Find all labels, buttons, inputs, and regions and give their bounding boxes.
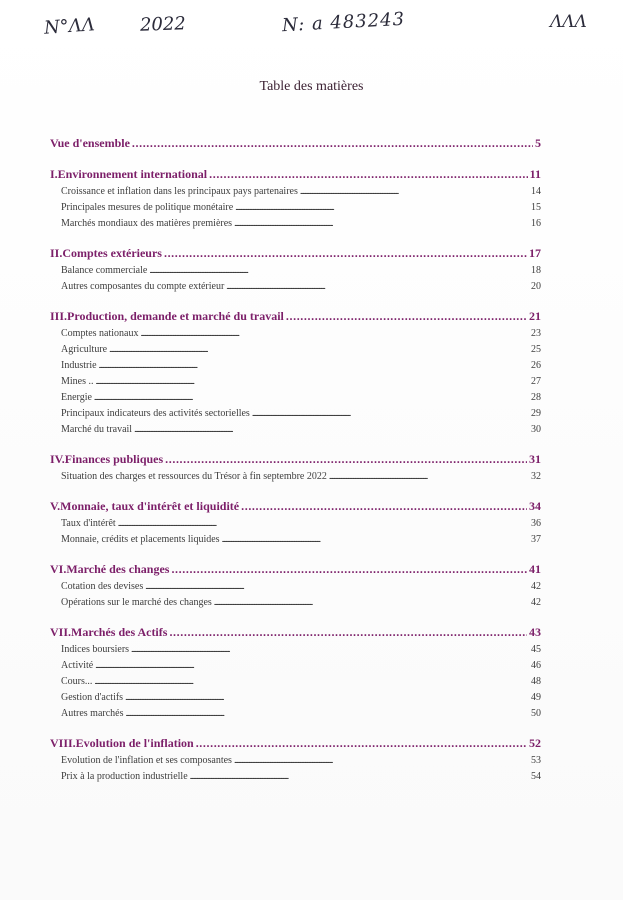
toc-subentry[interactable] [50,325,541,341]
toc-heading-label: V.Monnaie, taux d'intérêt et liquidité [50,499,240,513]
toc-heading-entry[interactable] [50,734,541,752]
toc-heading-label: IV.Finances publiques [50,452,164,466]
toc-subentry[interactable] [50,531,541,547]
dot-leader [222,531,529,548]
dot-leader [235,199,529,216]
toc-subentry-page-number: 46 [531,660,541,671]
toc-heading-entry[interactable] [50,307,541,325]
toc-heading-page-number: 43 [529,625,541,639]
toc-subentry[interactable] [50,389,541,405]
toc-subentry-label: Principales mesures de politique monétaire [61,202,234,213]
toc-subentry[interactable] [50,768,541,784]
toc-subentry-label: Monnaie, crédits et placements liquides [61,534,220,545]
toc-section [50,307,541,437]
toc-heading-page-number: 11 [529,167,541,181]
toc-subentry[interactable] [50,468,541,484]
page-title: Table des matières [259,79,364,94]
toc-section [50,734,541,784]
dot-leader [226,278,529,295]
toc-subentry-label: Gestion d'actifs [61,692,124,703]
dot-leader [131,641,529,658]
toc-subentry-page-number: 42 [531,597,541,608]
toc-subentry-page-number: 14 [531,186,541,197]
toc-subentry-label: Mines .. [61,376,94,387]
dot-leader [95,657,529,674]
toc-heading-label: III.Production, demande et marché du travail [50,309,284,323]
toc-subentry-label: Activité [61,660,94,671]
dot-leader [286,307,527,325]
toc-subentry-label: Taux d'intérêt [61,518,116,529]
dot-leader [329,468,529,485]
toc-heading-label: Vue d'ensemble [50,136,130,150]
toc-subentry[interactable] [50,405,541,421]
toc-subentry-page-number: 27 [531,376,541,387]
toc-section [50,623,541,721]
toc-heading-label: VIII.Evolution de l'inflation [50,736,194,750]
toc-subentry-label: Opérations sur le marché des changes [61,597,212,608]
toc-subentry-label: Autres marchés [61,708,124,719]
toc-subentry-label: Situation des charges et ressources du Trésor à fin septembre 2022 [61,471,327,482]
dot-leader [234,752,529,769]
dot-leader [165,450,527,468]
dot-leader [145,578,529,595]
toc-subentry-label: Autres composantes du compte extérieur [61,281,225,292]
dot-leader [96,373,530,390]
dot-leader [241,497,527,515]
dot-leader [234,215,529,232]
toc-section [50,497,541,547]
toc-subentry-page-number: 48 [531,676,541,687]
toc-subentry-page-number: 16 [531,218,541,229]
toc-heading-entry[interactable] [50,623,541,641]
handwritten-year: 2022 [139,13,187,36]
toc-subentry-page-number: 30 [531,424,541,435]
toc-subentry-page-number: 26 [531,360,541,371]
handwritten-mark: ΛΛΛ [550,12,587,32]
toc-heading-page-number: 31 [529,452,541,466]
toc-subentry[interactable] [50,373,541,389]
toc-subentry[interactable] [50,262,541,278]
dot-leader [125,705,529,722]
toc-subentry-label: Balance commerciale [61,265,148,276]
dot-leader [300,183,529,200]
toc-subentry-label: Marchés mondiaux des matières premières [61,218,233,229]
toc-heading-label: VI.Marché des changes [50,562,170,576]
toc-subentry-page-number: 37 [531,534,541,545]
dot-leader [196,734,527,752]
toc-subentry-page-number: 45 [531,644,541,655]
toc-section [50,244,541,294]
toc-subentry-label: Marché du travail [61,424,133,435]
dot-leader [118,515,529,532]
toc-subentry-page-number: 42 [531,581,541,592]
toc-subentry-page-number: 29 [531,408,541,419]
toc-section [50,560,541,610]
toc-subentry-page-number: 36 [531,518,541,529]
toc-subentry-page-number: 32 [531,471,541,482]
toc-subentry[interactable] [50,594,541,610]
toc-subentry-page-number: 28 [531,392,541,403]
toc-subentry-page-number: 20 [531,281,541,292]
toc-subentry[interactable] [50,421,541,437]
toc-subentry-label: Agriculture [61,344,108,355]
toc-heading-label: I.Environnement international [50,167,208,181]
handwritten-note: N°ΛΛ [43,14,96,39]
toc-subentry-page-number: 54 [531,771,541,782]
dot-leader [171,560,527,578]
dot-leader [94,389,529,406]
toc-subentry-page-number: 53 [531,755,541,766]
toc-heading-page-number: 17 [529,246,541,260]
toc-subentry[interactable] [50,752,541,768]
toc-section [50,134,541,152]
toc-heading-entry[interactable] [50,497,541,515]
toc-subentry[interactable] [50,515,541,531]
toc-subentry[interactable] [50,199,541,215]
toc-heading-entry[interactable] [50,165,541,183]
toc-heading-page-number: 21 [529,309,541,323]
toc-heading-page-number: 52 [529,736,541,750]
toc-subentry-page-number: 15 [531,202,541,213]
dot-leader [149,262,529,279]
toc-subentry-label: Cours... [61,676,93,687]
toc-subentry[interactable] [50,578,541,594]
toc-subentry[interactable] [50,341,541,357]
toc-section [50,165,541,231]
dot-leader [99,357,529,374]
toc-subentry[interactable] [50,357,541,373]
dot-leader [141,325,530,342]
dot-leader [214,594,529,611]
toc-heading-entry[interactable] [50,244,541,262]
toc-subentry-label: Energie [61,392,92,403]
toc-subentry-label: Indices boursiers [61,644,130,655]
dot-leader [209,165,528,183]
toc-subentry-page-number: 25 [531,344,541,355]
toc-subentry-page-number: 23 [531,328,541,339]
toc-subentry[interactable] [50,215,541,231]
toc-subentry-label: Cotation des devises [61,581,144,592]
toc-heading-entry[interactable] [50,134,541,152]
dot-leader [94,673,529,690]
dot-leader [109,341,529,358]
table-of-contents [50,134,541,797]
dot-leader [132,134,533,152]
toc-heading-page-number: 5 [535,136,541,150]
handwritten-reference: N: a 483243 [281,8,406,37]
toc-subentry-label: Industrie [61,360,97,371]
dot-leader [125,689,529,706]
toc-heading-label: II.Comptes extérieurs [50,246,162,260]
toc-subentry[interactable] [50,657,541,673]
toc-subentry-label: Croissance et inflation dans les principaux pays partenaires [61,186,298,197]
dot-leader [190,768,529,785]
toc-subentry[interactable] [50,641,541,657]
toc-heading-page-number: 34 [529,499,541,513]
toc-subentry-label: Comptes nationaux [61,328,139,339]
toc-subentry-page-number: 49 [531,692,541,703]
toc-subentry[interactable] [50,689,541,705]
toc-subentry-label: Evolution de l'inflation et ses composantes [61,755,232,766]
dot-leader [134,421,529,438]
toc-subentry[interactable] [50,705,541,721]
toc-subentry[interactable] [50,183,541,199]
dot-leader [252,405,529,422]
toc-subentry-page-number: 18 [531,265,541,276]
toc-heading-entry[interactable] [50,450,541,468]
toc-subentry-label: Principaux indicateurs des activités sectorielles [61,408,250,419]
toc-heading-page-number: 41 [529,562,541,576]
toc-section [50,450,541,484]
dot-leader [169,623,527,641]
dot-leader [164,244,527,262]
toc-subentry-label: Prix à la production industrielle [61,771,188,782]
toc-heading-entry[interactable] [50,560,541,578]
toc-subentry[interactable] [50,673,541,689]
toc-subentry-page-number: 50 [531,708,541,719]
toc-subentry[interactable] [50,278,541,294]
toc-heading-label: VII.Marchés des Actifs [50,625,168,639]
